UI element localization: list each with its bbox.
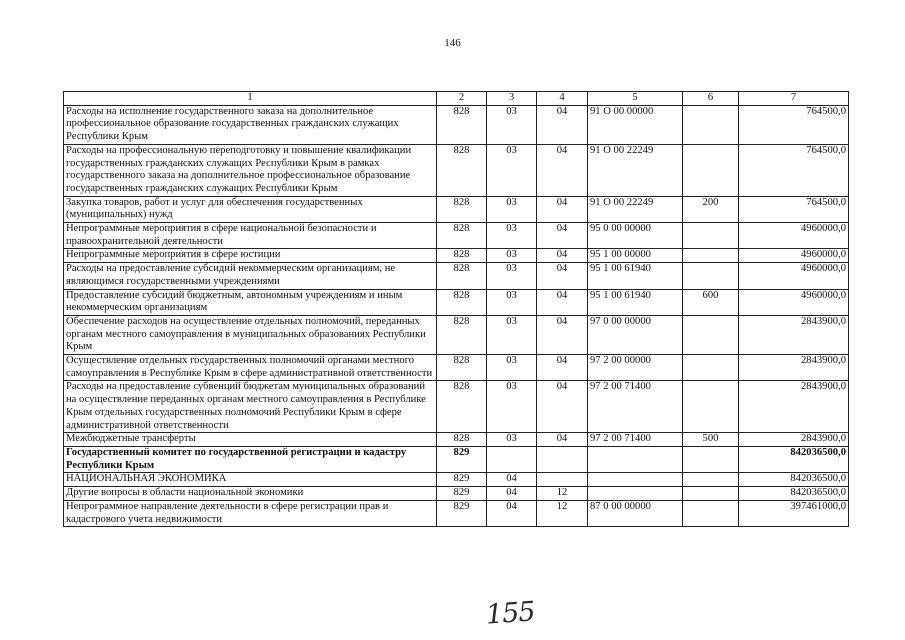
table-row (64, 446, 849, 472)
column-header: 7 (739, 92, 849, 106)
table-row (64, 196, 849, 222)
table-row (64, 500, 849, 526)
row-description: Расходы на предоставление субвенций бюджетам муниципальных образований на осуществление переданных органам местного самоуправления в Республике Крым отдельных государственных полномочий Республики Крым в сфере административной ответственности (64, 381, 437, 433)
cell-code-6: 600 (683, 289, 739, 315)
column-header: 4 (537, 92, 588, 106)
row-description: Государственный комитет по государственной регистрации и кадастру Республики Крым (64, 446, 437, 472)
cell-code-3: 03 (487, 263, 537, 289)
cell-code-5: 91 О 00 00000 (588, 105, 683, 144)
cell-code-4: 04 (537, 223, 588, 249)
cell-code-5: 91 О 00 22249 (588, 196, 683, 222)
cell-code-4: 04 (537, 144, 588, 196)
cell-code-3 (487, 446, 537, 472)
cell-amount: 842036500,0 (739, 446, 849, 472)
table-row (64, 223, 849, 249)
cell-code-3: 04 (487, 473, 537, 487)
cell-code-4: 04 (537, 381, 588, 433)
table-row (64, 263, 849, 289)
cell-code-3: 03 (487, 249, 537, 263)
cell-code-6 (683, 473, 739, 487)
cell-code-4: 04 (537, 433, 588, 447)
cell-code-4 (537, 446, 588, 472)
cell-code-5: 97 2 00 00000 (588, 355, 683, 381)
cell-code-6 (683, 446, 739, 472)
cell-code-6 (683, 105, 739, 144)
cell-code-5: 97 2 00 71400 (588, 433, 683, 447)
row-description: Непрограммное направление деятельности в сфере регистрации прав и кадастрового учета недвижимости (64, 500, 437, 526)
cell-code-5: 97 0 00 00000 (588, 315, 683, 354)
column-header: 6 (683, 92, 739, 106)
cell-code-5: 95 0 00 00000 (588, 223, 683, 249)
cell-code-5: 87 0 00 00000 (588, 500, 683, 526)
column-header: 1 (64, 92, 437, 106)
row-description: Непрограммные мероприятия в сфере юстиции (64, 249, 437, 263)
cell-code-4: 04 (537, 249, 588, 263)
cell-code-6 (683, 249, 739, 263)
cell-code-3: 03 (487, 223, 537, 249)
page-number: 146 (444, 37, 461, 49)
cell-code-2: 828 (437, 315, 487, 354)
cell-code-6 (683, 355, 739, 381)
cell-code-2: 829 (437, 446, 487, 472)
row-description: Предоставление субсидий бюджетным, автономным учреждениям и иным некоммерческим организациям (64, 289, 437, 315)
cell-amount: 842036500,0 (739, 473, 849, 487)
cell-code-5: 95 1 00 61940 (588, 263, 683, 289)
cell-code-3: 04 (487, 500, 537, 526)
cell-code-6 (683, 500, 739, 526)
cell-code-2: 828 (437, 223, 487, 249)
cell-code-3: 03 (487, 144, 537, 196)
cell-code-4: 04 (537, 355, 588, 381)
row-description: Обеспечение расходов на осуществление отдельных полномочий, переданных органам местного самоуправления в муниципальных образованиях Республики Крым (64, 315, 437, 354)
cell-code-2: 829 (437, 500, 487, 526)
cell-code-3: 03 (487, 289, 537, 315)
cell-code-6 (683, 487, 739, 501)
cell-code-2: 828 (437, 144, 487, 196)
cell-code-6 (683, 381, 739, 433)
cell-code-3: 03 (487, 381, 537, 433)
cell-code-3: 04 (487, 487, 537, 501)
cell-code-3: 03 (487, 355, 537, 381)
table-row (64, 433, 849, 447)
budget-table (63, 91, 849, 527)
cell-code-5: 95 1 00 00000 (588, 249, 683, 263)
cell-amount: 2843900,0 (739, 381, 849, 433)
row-description: Другие вопросы в области национальной экономики (64, 487, 437, 501)
cell-amount: 764500,0 (739, 144, 849, 196)
column-header: 2 (437, 92, 487, 106)
cell-code-2: 828 (437, 105, 487, 144)
cell-amount: 2843900,0 (739, 433, 849, 447)
cell-code-4: 12 (537, 500, 588, 526)
table-row (64, 381, 849, 433)
cell-code-3: 03 (487, 433, 537, 447)
row-description: НАЦИОНАЛЬНАЯ ЭКОНОМИКА (64, 473, 437, 487)
cell-code-2: 828 (437, 196, 487, 222)
cell-code-2: 829 (437, 473, 487, 487)
cell-amount: 4960000,0 (739, 223, 849, 249)
column-header: 5 (588, 92, 683, 106)
cell-amount: 4960000,0 (739, 263, 849, 289)
cell-code-3: 03 (487, 315, 537, 354)
cell-code-5 (588, 473, 683, 487)
cell-code-6 (683, 315, 739, 354)
table-row (64, 249, 849, 263)
cell-code-5 (588, 446, 683, 472)
cell-code-4 (537, 473, 588, 487)
cell-code-5: 91 О 00 22249 (588, 144, 683, 196)
cell-code-4: 12 (537, 487, 588, 501)
row-description: Расходы на профессиональную переподготовку и повышение квалификации государственных гражданских служащих Республики Крым в рамках государственного заказа на дополнительное профессиональное образование государственных гражданских служащих Республики Крым (64, 144, 437, 196)
cell-code-6 (683, 144, 739, 196)
cell-code-2: 828 (437, 263, 487, 289)
cell-amount: 764500,0 (739, 105, 849, 144)
row-description: Расходы на исполнение государственного заказа на дополнительное профессиональное образование государственных гражданских служащих Республики Крым (64, 105, 437, 144)
cell-code-5 (588, 487, 683, 501)
table-row (64, 487, 849, 501)
handwritten-page-number: 155 (484, 596, 536, 631)
column-header: 3 (487, 92, 537, 106)
cell-code-5: 95 1 00 61940 (588, 289, 683, 315)
cell-code-2: 829 (437, 487, 487, 501)
cell-code-5: 97 2 00 71400 (588, 381, 683, 433)
cell-code-2: 828 (437, 355, 487, 381)
table-row (64, 473, 849, 487)
table-row (64, 315, 849, 354)
table-header-row (64, 92, 849, 106)
table-row (64, 355, 849, 381)
cell-code-3: 03 (487, 105, 537, 144)
cell-code-4: 04 (537, 105, 588, 144)
cell-amount: 2843900,0 (739, 315, 849, 354)
cell-code-6 (683, 223, 739, 249)
cell-code-4: 04 (537, 289, 588, 315)
table-row (64, 105, 849, 144)
cell-code-2: 828 (437, 249, 487, 263)
cell-code-2: 828 (437, 289, 487, 315)
cell-code-2: 828 (437, 433, 487, 447)
cell-amount: 842036500,0 (739, 487, 849, 501)
cell-code-6 (683, 263, 739, 289)
row-description: Расходы на предоставление субсидий некоммерческим организациям, не являющимся государственными учреждениями (64, 263, 437, 289)
cell-code-4: 04 (537, 315, 588, 354)
row-description: Закупка товаров, работ и услуг для обеспечения государственных (муниципальных) нужд (64, 196, 437, 222)
cell-code-6: 500 (683, 433, 739, 447)
cell-amount: 2843900,0 (739, 355, 849, 381)
table-row (64, 289, 849, 315)
row-description: Непрограммные мероприятия в сфере национальной безопасности и правоохранительной деятельности (64, 223, 437, 249)
cell-amount: 764500,0 (739, 196, 849, 222)
row-description: Осуществление отдельных государственных полномочий органами местного самоуправления в Республике Крым в сфере административной ответственности (64, 355, 437, 381)
cell-code-4: 04 (537, 263, 588, 289)
table-row (64, 144, 849, 196)
cell-code-4: 04 (537, 196, 588, 222)
cell-code-6: 200 (683, 196, 739, 222)
cell-code-2: 828 (437, 381, 487, 433)
cell-amount: 4960000,0 (739, 289, 849, 315)
row-description: Межбюджетные трансферты (64, 433, 437, 447)
cell-amount: 397461000,0 (739, 500, 849, 526)
cell-code-3: 03 (487, 196, 537, 222)
cell-amount: 4960000,0 (739, 249, 849, 263)
